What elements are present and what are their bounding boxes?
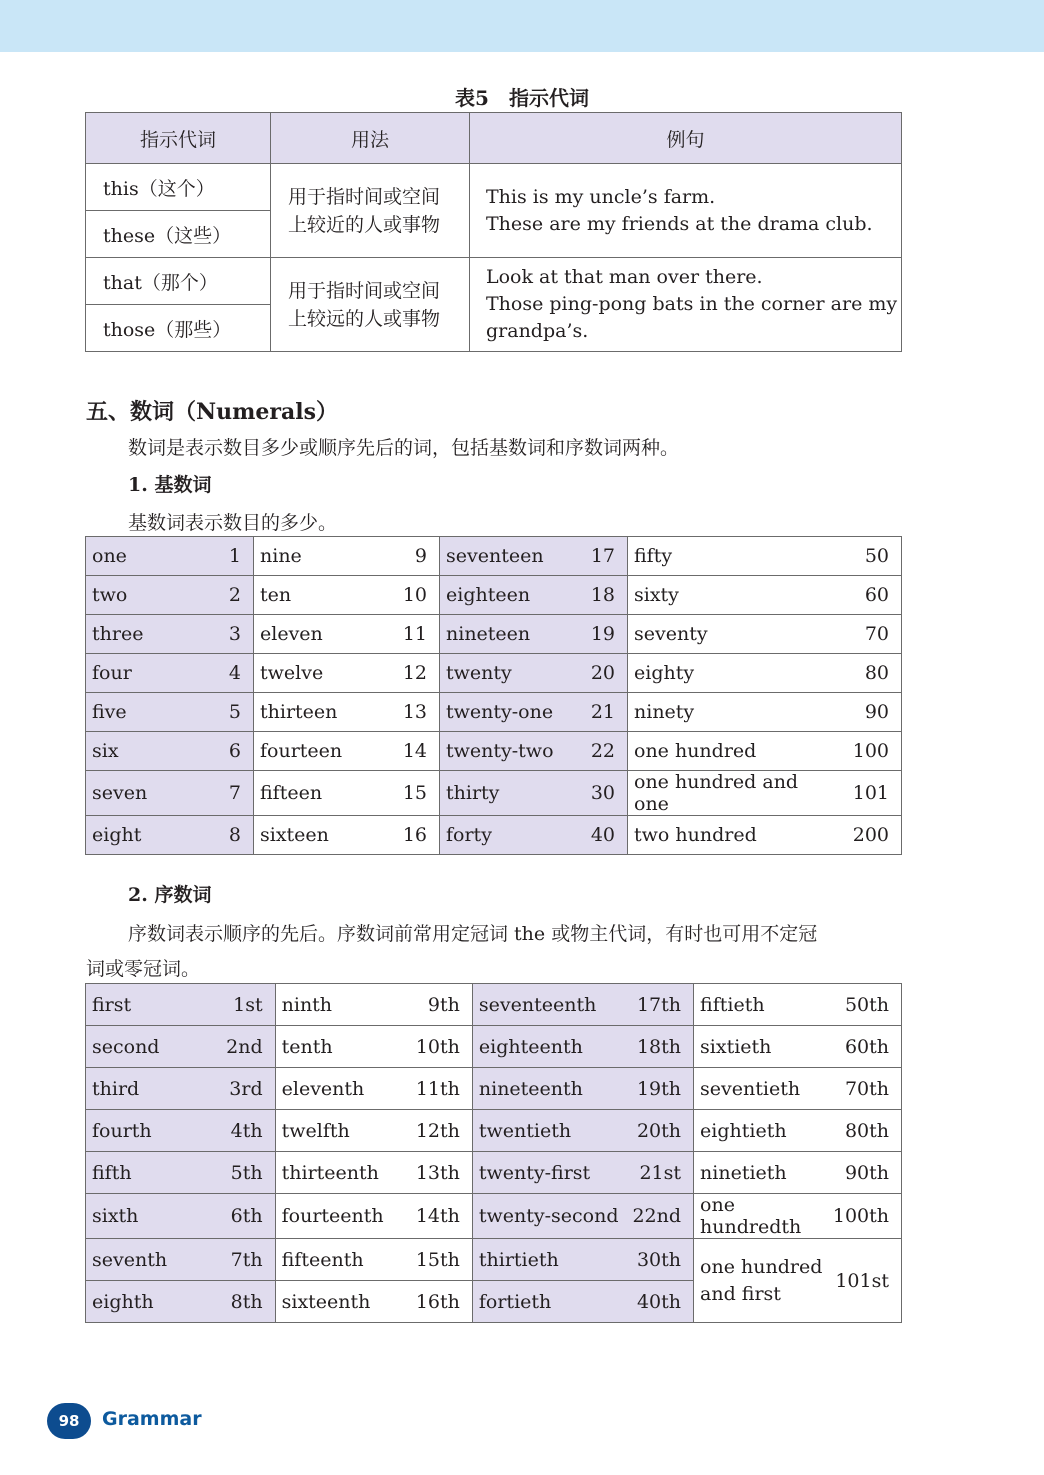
number-cell: 7th bbox=[216, 1239, 275, 1281]
number-cell: 15th bbox=[411, 1239, 473, 1281]
word-cell: twenty-one bbox=[440, 693, 580, 732]
word-cell: seventy bbox=[628, 615, 828, 654]
number-cell: 2 bbox=[204, 576, 254, 615]
number-cell: 17 bbox=[580, 537, 628, 576]
word-cell: ninth bbox=[275, 984, 410, 1026]
word-cell: ten bbox=[254, 576, 372, 615]
number-cell: 70th bbox=[833, 1068, 902, 1110]
table-row bbox=[86, 1026, 902, 1068]
number-cell: 11 bbox=[372, 615, 440, 654]
ordinal-intro-line-1: 序数词表示顺序的先后。序数词前常用定冠词 the 或物主代词，有时也可用不定冠 bbox=[128, 923, 818, 945]
table-row bbox=[86, 1110, 902, 1152]
word-cell: ninetieth bbox=[694, 1152, 833, 1194]
word-cell: seventh bbox=[86, 1239, 217, 1281]
word-cell: sixteenth bbox=[275, 1281, 410, 1323]
number-cell: 4th bbox=[216, 1110, 275, 1152]
number-cell: 200 bbox=[828, 816, 902, 855]
word-cell: fortieth bbox=[472, 1281, 631, 1323]
footer-section-label: Grammar bbox=[102, 1408, 202, 1430]
usage-line: 用于指时间或空间 bbox=[288, 279, 441, 302]
number-cell: 9th bbox=[411, 984, 473, 1026]
word-cell: fourteenth bbox=[275, 1194, 410, 1239]
word-cell: one hundredth bbox=[694, 1194, 833, 1239]
number-cell: 12th bbox=[411, 1110, 473, 1152]
demonstrative-pronoun-table bbox=[85, 112, 902, 352]
word-cell: six bbox=[86, 732, 204, 771]
number-cell: 18 bbox=[580, 576, 628, 615]
table-row bbox=[86, 771, 902, 816]
number-cell: 13 bbox=[372, 693, 440, 732]
table-row bbox=[86, 576, 902, 615]
word-cell: seventeenth bbox=[472, 984, 631, 1026]
word-cell: second bbox=[86, 1026, 217, 1068]
table-row bbox=[86, 1068, 902, 1110]
word-cell: five bbox=[86, 693, 204, 732]
number-cell: 60th bbox=[833, 1026, 902, 1068]
usage-line: 上较近的人或事物 bbox=[288, 213, 441, 236]
table-row bbox=[86, 615, 902, 654]
number-cell: 14 bbox=[372, 732, 440, 771]
table-row bbox=[86, 258, 902, 305]
number-cell: 50th bbox=[833, 984, 902, 1026]
number-cell: 17th bbox=[632, 984, 694, 1026]
word-cell: eighty bbox=[628, 654, 828, 693]
number-cell: 4 bbox=[204, 654, 254, 693]
word-cell: eighth bbox=[86, 1281, 217, 1323]
table-row bbox=[86, 537, 902, 576]
word-cell: fifty bbox=[628, 537, 828, 576]
section-intro: 数词是表示数目多少或顺序先后的词，包括基数词和序数词两种。 bbox=[128, 437, 680, 459]
number-cell: 20 bbox=[580, 654, 628, 693]
number-cell: 2nd bbox=[216, 1026, 275, 1068]
table-row bbox=[86, 1239, 902, 1281]
usage-cell bbox=[271, 164, 470, 258]
word-cell: eleven bbox=[254, 615, 372, 654]
word-cell: nineteen bbox=[440, 615, 580, 654]
word-cell: fifth bbox=[86, 1152, 217, 1194]
number-cell: 80 bbox=[828, 654, 902, 693]
cardinal-heading: 1. 基数词 bbox=[128, 474, 212, 496]
word-cell bbox=[694, 1239, 833, 1323]
section-heading: 五、数词（Numerals） bbox=[86, 399, 338, 425]
word-cell: thirtieth bbox=[472, 1239, 631, 1281]
word-cell: fiftieth bbox=[694, 984, 833, 1026]
word-cell: third bbox=[86, 1068, 217, 1110]
word-cell: eight bbox=[86, 816, 204, 855]
number-cell: 8 bbox=[204, 816, 254, 855]
word-cell: fourteen bbox=[254, 732, 372, 771]
number-cell: 90 bbox=[828, 693, 902, 732]
number-cell: 30 bbox=[580, 771, 628, 816]
word-cell: twenty bbox=[440, 654, 580, 693]
number-cell: 10 bbox=[372, 576, 440, 615]
number-cell: 3 bbox=[204, 615, 254, 654]
number-cell: 20th bbox=[632, 1110, 694, 1152]
table-row bbox=[86, 1152, 902, 1194]
number-cell: 70 bbox=[828, 615, 902, 654]
word-cell: fifteen bbox=[254, 771, 372, 816]
pronoun-cell: this（这个） bbox=[86, 164, 271, 211]
number-cell: 21 bbox=[580, 693, 628, 732]
number-cell: 6th bbox=[216, 1194, 275, 1239]
number-cell: 15 bbox=[372, 771, 440, 816]
example-cell bbox=[470, 258, 902, 352]
cardinal-intro: 基数词表示数目的多少。 bbox=[128, 512, 338, 534]
word-cell: twentieth bbox=[472, 1110, 631, 1152]
word-cell: seventieth bbox=[694, 1068, 833, 1110]
number-cell: 40 bbox=[580, 816, 628, 855]
top-header-band bbox=[0, 0, 1044, 52]
word-line: one hundred bbox=[700, 1255, 823, 1278]
table-row bbox=[86, 654, 902, 693]
table-row bbox=[86, 732, 902, 771]
word-cell: sixtieth bbox=[694, 1026, 833, 1068]
table-row bbox=[86, 1194, 902, 1239]
number-cell: 14th bbox=[411, 1194, 473, 1239]
word-cell: one bbox=[86, 537, 204, 576]
word-cell: three bbox=[86, 615, 204, 654]
example-sentence: This is my uncle’s farm. bbox=[486, 185, 716, 208]
usage-line: 用于指时间或空间 bbox=[288, 185, 441, 208]
ordinal-intro-line-2: 词或零冠词。 bbox=[86, 958, 201, 980]
number-cell: 10th bbox=[411, 1026, 473, 1068]
column-header: 用法 bbox=[271, 113, 470, 164]
table-header-row bbox=[86, 113, 902, 164]
word-cell: sixty bbox=[628, 576, 828, 615]
example-cell bbox=[470, 164, 902, 258]
number-cell: 6 bbox=[204, 732, 254, 771]
word-cell: twenty-second bbox=[472, 1194, 631, 1239]
number-cell: 12 bbox=[372, 654, 440, 693]
table-row bbox=[86, 164, 902, 211]
number-cell: 100th bbox=[833, 1194, 902, 1239]
number-cell: 21st bbox=[632, 1152, 694, 1194]
word-cell: tenth bbox=[275, 1026, 410, 1068]
table-row bbox=[86, 984, 902, 1026]
number-cell: 5 bbox=[204, 693, 254, 732]
word-cell: twenty-two bbox=[440, 732, 580, 771]
number-cell: 100 bbox=[828, 732, 902, 771]
number-cell: 22nd bbox=[632, 1194, 694, 1239]
number-cell: 9 bbox=[372, 537, 440, 576]
number-cell: 19 bbox=[580, 615, 628, 654]
word-cell: eightieth bbox=[694, 1110, 833, 1152]
number-cell: 1st bbox=[216, 984, 275, 1026]
number-cell: 101 bbox=[828, 771, 902, 816]
page-number-badge: 98 bbox=[47, 1403, 91, 1439]
word-cell: seventeen bbox=[440, 537, 580, 576]
number-cell: 11th bbox=[411, 1068, 473, 1110]
number-cell: 7 bbox=[204, 771, 254, 816]
number-cell: 22 bbox=[580, 732, 628, 771]
word-cell: sixth bbox=[86, 1194, 217, 1239]
word-cell: eleventh bbox=[275, 1068, 410, 1110]
word-cell: nine bbox=[254, 537, 372, 576]
number-cell: 40th bbox=[632, 1281, 694, 1323]
number-cell: 16 bbox=[372, 816, 440, 855]
word-cell: forty bbox=[440, 816, 580, 855]
word-cell: thirty bbox=[440, 771, 580, 816]
example-sentence: grandpa’s. bbox=[486, 320, 589, 342]
word-cell: nineteenth bbox=[472, 1068, 631, 1110]
ordinal-heading: 2. 序数词 bbox=[128, 884, 212, 906]
number-cell: 90th bbox=[833, 1152, 902, 1194]
word-cell: twelve bbox=[254, 654, 372, 693]
column-header: 例句 bbox=[470, 113, 902, 164]
number-cell: 101st bbox=[833, 1239, 902, 1323]
usage-line: 上较远的人或事物 bbox=[288, 307, 441, 330]
ordinal-number-table bbox=[85, 983, 902, 1323]
pronoun-cell: that（那个） bbox=[86, 258, 271, 305]
pronoun-cell: those（那些） bbox=[86, 305, 271, 352]
word-cell: seven bbox=[86, 771, 204, 816]
number-cell: 5th bbox=[216, 1152, 275, 1194]
number-cell: 19th bbox=[632, 1068, 694, 1110]
word-cell: one hundred bbox=[628, 732, 828, 771]
word-cell: eighteenth bbox=[472, 1026, 631, 1068]
word-line: and first bbox=[700, 1282, 781, 1305]
column-header: 指示代词 bbox=[86, 113, 271, 164]
pronoun-cell: these（这些） bbox=[86, 211, 271, 258]
example-sentence: Those ping-pong bats in the corner are my bbox=[486, 293, 898, 315]
number-cell: 80th bbox=[833, 1110, 902, 1152]
word-cell: fifteenth bbox=[275, 1239, 410, 1281]
word-cell: two bbox=[86, 576, 204, 615]
word-cell: twenty-first bbox=[472, 1152, 631, 1194]
word-cell: thirteenth bbox=[275, 1152, 410, 1194]
word-cell: twelfth bbox=[275, 1110, 410, 1152]
word-cell: thirteen bbox=[254, 693, 372, 732]
number-cell: 60 bbox=[828, 576, 902, 615]
cardinal-number-table bbox=[85, 536, 902, 855]
word-cell: first bbox=[86, 984, 217, 1026]
word-cell: fourth bbox=[86, 1110, 217, 1152]
table-caption: 表5 指示代词 bbox=[455, 86, 589, 110]
word-cell: sixteen bbox=[254, 816, 372, 855]
number-cell: 13th bbox=[411, 1152, 473, 1194]
word-cell: two hundred bbox=[628, 816, 828, 855]
table-row bbox=[86, 816, 902, 855]
number-cell: 1 bbox=[204, 537, 254, 576]
number-cell: 8th bbox=[216, 1281, 275, 1323]
number-cell: 18th bbox=[632, 1026, 694, 1068]
number-cell: 3rd bbox=[216, 1068, 275, 1110]
table-row bbox=[86, 693, 902, 732]
example-sentence: These are my friends at the drama club. bbox=[486, 212, 873, 235]
number-cell: 50 bbox=[828, 537, 902, 576]
word-cell: eighteen bbox=[440, 576, 580, 615]
word-cell: four bbox=[86, 654, 204, 693]
number-cell: 30th bbox=[632, 1239, 694, 1281]
word-cell: one hundred and one bbox=[628, 771, 828, 816]
usage-cell bbox=[271, 258, 470, 352]
example-sentence: Look at that man over there. bbox=[486, 266, 763, 288]
word-cell: ninety bbox=[628, 693, 828, 732]
number-cell: 16th bbox=[411, 1281, 473, 1323]
